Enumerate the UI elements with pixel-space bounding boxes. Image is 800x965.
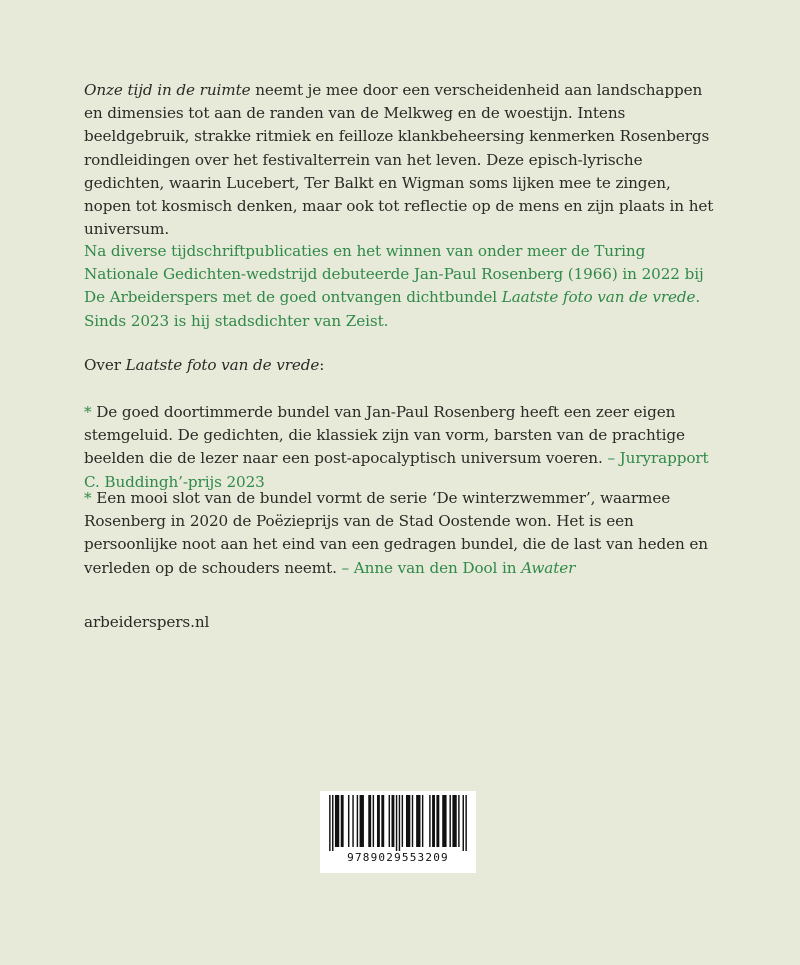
barcode-bar bbox=[402, 795, 403, 847]
barcode-bar bbox=[329, 795, 330, 851]
barcode-bar bbox=[442, 795, 446, 847]
barcode-number: 9789029553209 bbox=[347, 851, 449, 864]
barcode-bar bbox=[412, 795, 413, 847]
barcode-bar bbox=[463, 795, 464, 851]
barcode-bar bbox=[377, 795, 380, 847]
bio-book-title: Laatste foto van de vrede bbox=[501, 288, 696, 307]
barcode-bar bbox=[341, 795, 344, 847]
quote-2-marker: * bbox=[84, 489, 92, 507]
barcode-bar bbox=[360, 795, 364, 847]
barcode-bar bbox=[452, 795, 456, 847]
barcode-bar bbox=[373, 795, 374, 847]
review-quote-2 bbox=[84, 487, 720, 580]
barcode-bar bbox=[357, 795, 358, 847]
intro-paragraph bbox=[84, 79, 720, 241]
publisher-website: arbeiderspers.nl bbox=[84, 613, 210, 631]
barcode-bar bbox=[422, 795, 423, 847]
barcode-bar bbox=[352, 795, 353, 847]
about-suffix: : bbox=[319, 356, 325, 374]
review-quote-1 bbox=[84, 401, 720, 494]
isbn-barcode bbox=[320, 791, 476, 873]
barcode-bar bbox=[406, 795, 410, 847]
barcode-bar bbox=[429, 795, 430, 847]
quote-2-source-title: Awater bbox=[521, 558, 576, 577]
quote-1-text: De goed doortimmerde bundel van Jan-Paul Rosenberg heeft een zeer eigen stemgeluid. De gedichten, die klassiek zijn van vorm, barsten van de prachtige beelden die de lezer naar een post-apocalyptisch universum voeren. bbox=[84, 403, 685, 468]
bio-text-after: . Sinds 2023 is hij stadsdichter van Zeist. bbox=[84, 288, 701, 330]
quote-2-text: Een mooi slot van de bundel vormt de serie ‘De winterzwemmer’, waarmee Rosenberg in 2020 de Poëzieprijs van de Stad Oostende won. Het is een persoonlijke noot aan het eind van een gedragen bundel, die de last van heden en verleden op de schouders neemt. bbox=[84, 489, 708, 577]
author-bio-paragraph bbox=[84, 240, 720, 333]
barcode-bar bbox=[458, 795, 459, 847]
about-heading bbox=[84, 354, 720, 377]
barcode-bar bbox=[348, 795, 349, 847]
barcode-bars bbox=[320, 791, 476, 853]
barcode-bar bbox=[436, 795, 439, 847]
barcode-bar bbox=[432, 795, 435, 847]
quote-1-marker: * bbox=[84, 403, 92, 421]
barcode-bar bbox=[396, 795, 397, 851]
quote-2-source: – Anne van den Dool in bbox=[341, 558, 522, 577]
bio-text-before: Na diverse tijdschriftpublicaties en het winnen van onder meer de Turing Nationale Gedichten-wedstrijd debuteerde Jan-Paul Rosenberg (1966) in 2022 bij De Arbeiderspers met de goed ontvangen dichtbundel bbox=[84, 242, 704, 307]
barcode-bar bbox=[335, 795, 339, 847]
quote-1-source: – Juryrapport C. Buddingh’-prijs 2023 bbox=[84, 449, 709, 491]
barcode-bar bbox=[368, 795, 371, 847]
barcode-bar bbox=[389, 795, 390, 847]
barcode-bar bbox=[465, 795, 466, 851]
barcode-bar bbox=[391, 795, 394, 847]
barcode-bar bbox=[416, 795, 420, 847]
barcode-bar bbox=[381, 795, 384, 847]
intro-text: neemt je mee door een verscheidenheid aan landschappen en dimensies tot aan de randen van de Melkweg en de woestijn. Intens beeldgebruik, strakke ritmiek en feilloze klankbeheersing kenmerken Rosenbergs rondleidingen over het festivalterrein van het leven. Deze episch-lyrische gedichten, waarin Lucebert, Ter Balkt en Wigman soms lijken mee te zingen, nopen tot kosmisch denken, maar ook tot reflectie op de mens en zijn plaats in het universum. bbox=[84, 81, 714, 239]
about-prefix: Over bbox=[84, 356, 126, 374]
about-book-title: Laatste foto van de vrede bbox=[125, 356, 320, 374]
barcode-bar bbox=[399, 795, 400, 851]
barcode-bar bbox=[332, 795, 333, 851]
intro-title: Onze tijd in de ruimte bbox=[84, 81, 251, 99]
barcode-bar bbox=[449, 795, 450, 847]
